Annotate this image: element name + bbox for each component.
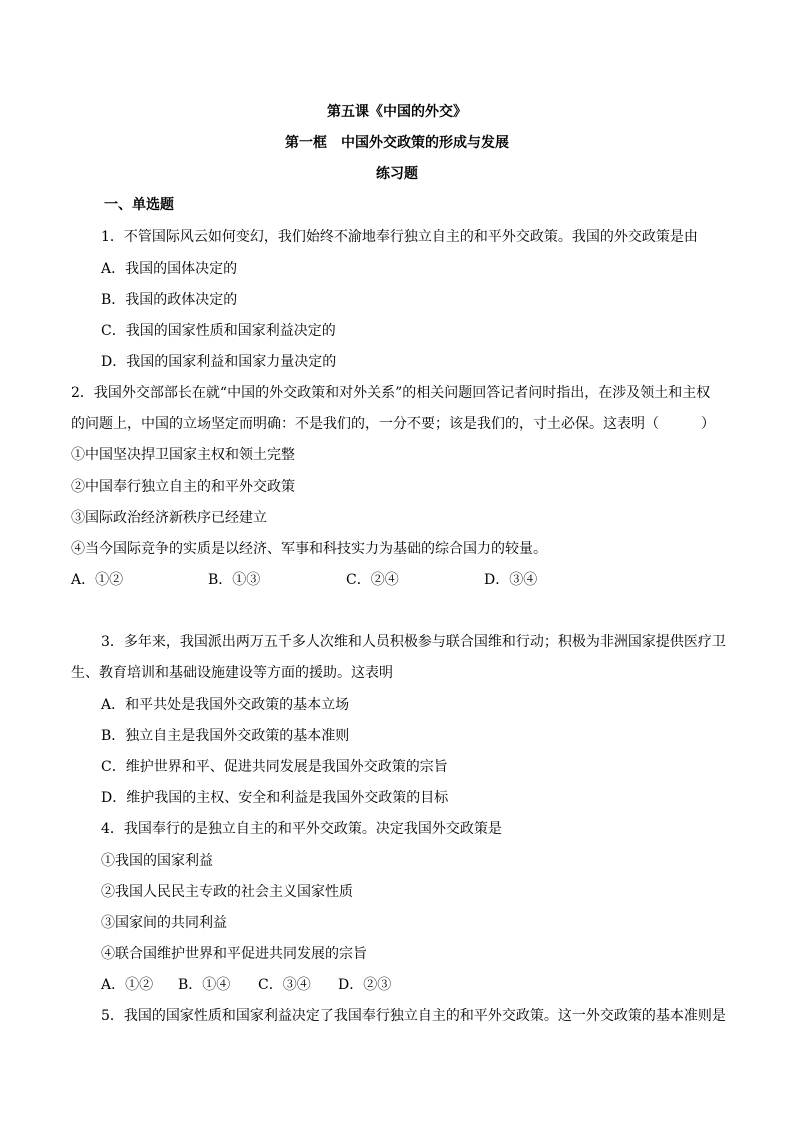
q4-statement-3: ③国家间的共同利益 <box>101 915 227 931</box>
q3-option-c: C．维护世界和平、促进共同发展是我国外交政策的宗旨 <box>101 759 448 775</box>
q2-stem-line2: 的问题上，中国的立场坚定而明确：不是我们的，一分不要；该是我们的，寸土必保。这表明（ ） <box>71 416 715 432</box>
q2-statement-4: ④当今国际竞争的实质是以经济、军事和科技实力为基础的综合国力的较量。 <box>71 541 547 557</box>
lesson-title: 第五课《中国的外交》 <box>327 104 467 120</box>
q2-option-c: C．②④ <box>346 572 399 588</box>
q2-option-b: B．①③ <box>208 572 261 588</box>
q2-statement-2: ②中国奉行独立自主的和平外交政策 <box>71 479 295 495</box>
exercise-heading: 练习题 <box>376 166 418 182</box>
section-heading: 一、单选题 <box>104 197 174 213</box>
q2-stem-line1: 2．我国外交部部长在就“中国的外交政策和对外关系”的相关问题回答记者问时指出，在涉及领土和主权 <box>71 385 711 401</box>
lesson-subtitle: 第一框 中国外交政策的形成与发展 <box>285 135 509 151</box>
q3-option-a: A．和平共处是我国外交政策的基本立场 <box>101 697 350 713</box>
q2-option-d: D．③④ <box>484 572 538 588</box>
q4-option-c: C．③④ <box>258 977 311 993</box>
q4-stem: 4．我国奉行的是独立自主的和平外交政策。决定我国外交政策是 <box>101 821 502 837</box>
q4-statement-2: ②我国人民民主专政的社会主义国家性质 <box>101 884 353 900</box>
q4-option-d: D．②③ <box>338 977 392 993</box>
q3-option-d: D．维护我国的主权、安全和利益是我国外交政策的目标 <box>101 790 449 806</box>
q5-stem: 5．我国的国家性质和国家利益决定了我国奉行独立自主的和平外交政策。这一外交政策的基本准则是 <box>101 1008 726 1024</box>
q1-option-a: A．我国的国体决定的 <box>101 261 238 277</box>
q1-stem: 1．不管国际风云如何变幻，我们始终不渝地奉行独立自主的和平外交政策。我国的外交政策是由 <box>101 229 698 245</box>
q2-option-a: A．①② <box>71 572 124 588</box>
q4-option-b: B．①④ <box>178 977 231 993</box>
q2-statement-1: ①中国坚决捍卫国家主权和领土完整 <box>71 447 295 463</box>
q3-stem-line1: 3．多年来，我国派出两万五千多人次维和人员积极参与联合国维和行动；积极为非洲国家提供医疗卫 <box>101 634 726 650</box>
q4-statement-1: ①我国的国家利益 <box>101 853 213 869</box>
q1-option-b: B．我国的政体决定的 <box>101 292 238 308</box>
q2-statement-3: ③国际政治经济新秩序已经建立 <box>71 510 267 526</box>
q1-option-c: C．我国的国家性质和国家利益决定的 <box>101 323 336 339</box>
q3-option-b: B．独立自主是我国外交政策的基本准则 <box>101 728 350 744</box>
q4-statement-4: ④联合国维护世界和平促进共同发展的宗旨 <box>101 946 367 962</box>
q3-stem-line2: 生、教育培训和基础设施建设等方面的援助。这表明 <box>71 665 393 681</box>
q4-option-a: A．①② <box>101 977 154 993</box>
q1-option-d: D．我国的国家利益和国家力量决定的 <box>101 354 337 370</box>
